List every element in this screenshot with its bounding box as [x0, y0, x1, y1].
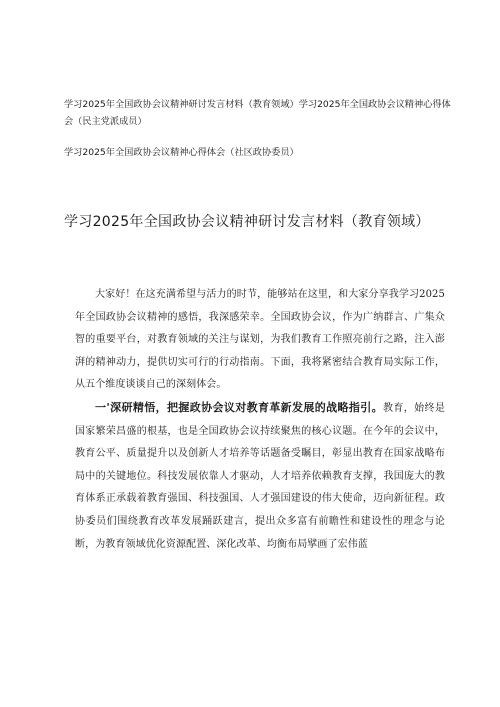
article-title: 学习2025年全国政协会议精神研讨发言材料（教育领域）	[64, 214, 430, 230]
table-of-contents	[64, 96, 454, 161]
paragraph-section-one	[75, 397, 445, 556]
toc-item-community: 学习2025年全国政协会议精神心得体会（社区政协委员）	[64, 147, 299, 158]
paragraph-intro: 大家好！在这充满希望与活力的时节，能够站在这里，和大家分享我学习2025年全国政协会议精神的感悟，我深感荣幸。全国政协会议，作为广纳群言、广集众智的重要平台，对教育领域的关注与谋划，为我们教育工作照亮前行之路，注入澎湃的精神动力，提供切实可行的行动指南。下面，我将紧密结合教育局实际工作，从五个维度谈谈自己的深刻体会。	[75, 289, 445, 391]
article-body	[75, 284, 445, 556]
section-one-heading: 一'深研精悟，把握政协会议对教育革新发展的战略指引。	[95, 400, 384, 414]
section-one-text: 教育，始终是国家繁荣昌盛的根基，也是全国政协会议持续聚焦的核心议题。在今年的会议中，教育公平、质量提升以及创新人才培养等话题备受瞩目，彰显出教育在国家战略布局中的关键地位。科技发展依靠人才驱动，人才培养依赖教育支撑，我国庞大的教育体系正承载着教育强国、科技强国、人才强国建设的伟大使命，迈向新征程。政协委员们围绕教育改革发展踊跃建言，提出众多富有前瞻性和建设性的理念与论断，为教育领域优化资源配置、深化改革、均衡布局擘画了宏伟蓝	[75, 402, 445, 550]
toc-item-education: 学习2025年全国政协会议精神研讨发言材料（教育领域）学习2025年全国政协会议精神心得体会（民主党派成员）	[64, 99, 451, 127]
